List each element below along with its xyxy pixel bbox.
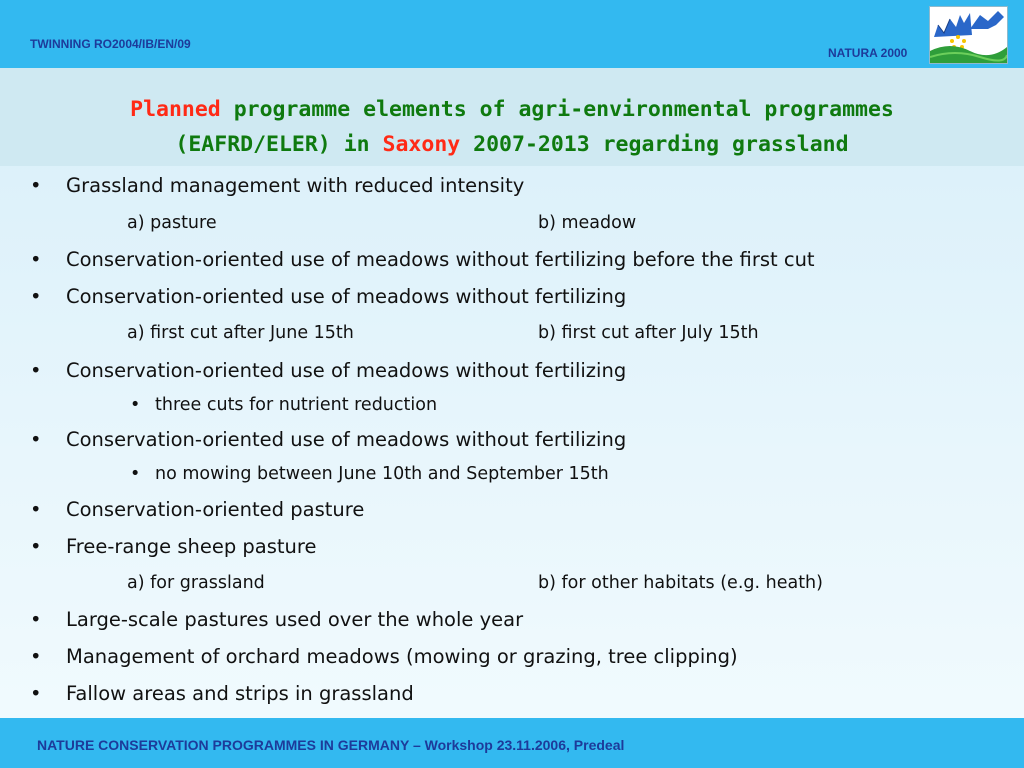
natura-2000-logo-icon — [929, 6, 1008, 64]
title-line-2 — [0, 127, 1024, 162]
twinning-label: TWINNING RO2004/IB/EN/09 — [30, 37, 191, 51]
title-text-1: programme elements of agri-environmental programmes — [233, 97, 894, 122]
footer-text: NATURE CONSERVATION PROGRAMMES IN GERMANY – Workshop 23.11.2006, Predeal — [37, 737, 625, 753]
slide-title — [0, 92, 1024, 162]
title-text-2a: (EAFRD/ELER) in — [175, 132, 370, 157]
title-text-2b: 2007-2013 regarding grassland — [473, 132, 849, 157]
natura-label: NATURA 2000 — [828, 46, 908, 60]
title-highlight-planned: Planned — [130, 97, 221, 122]
title-line-1 — [0, 92, 1024, 127]
title-highlight-saxony: Saxony — [382, 132, 461, 157]
